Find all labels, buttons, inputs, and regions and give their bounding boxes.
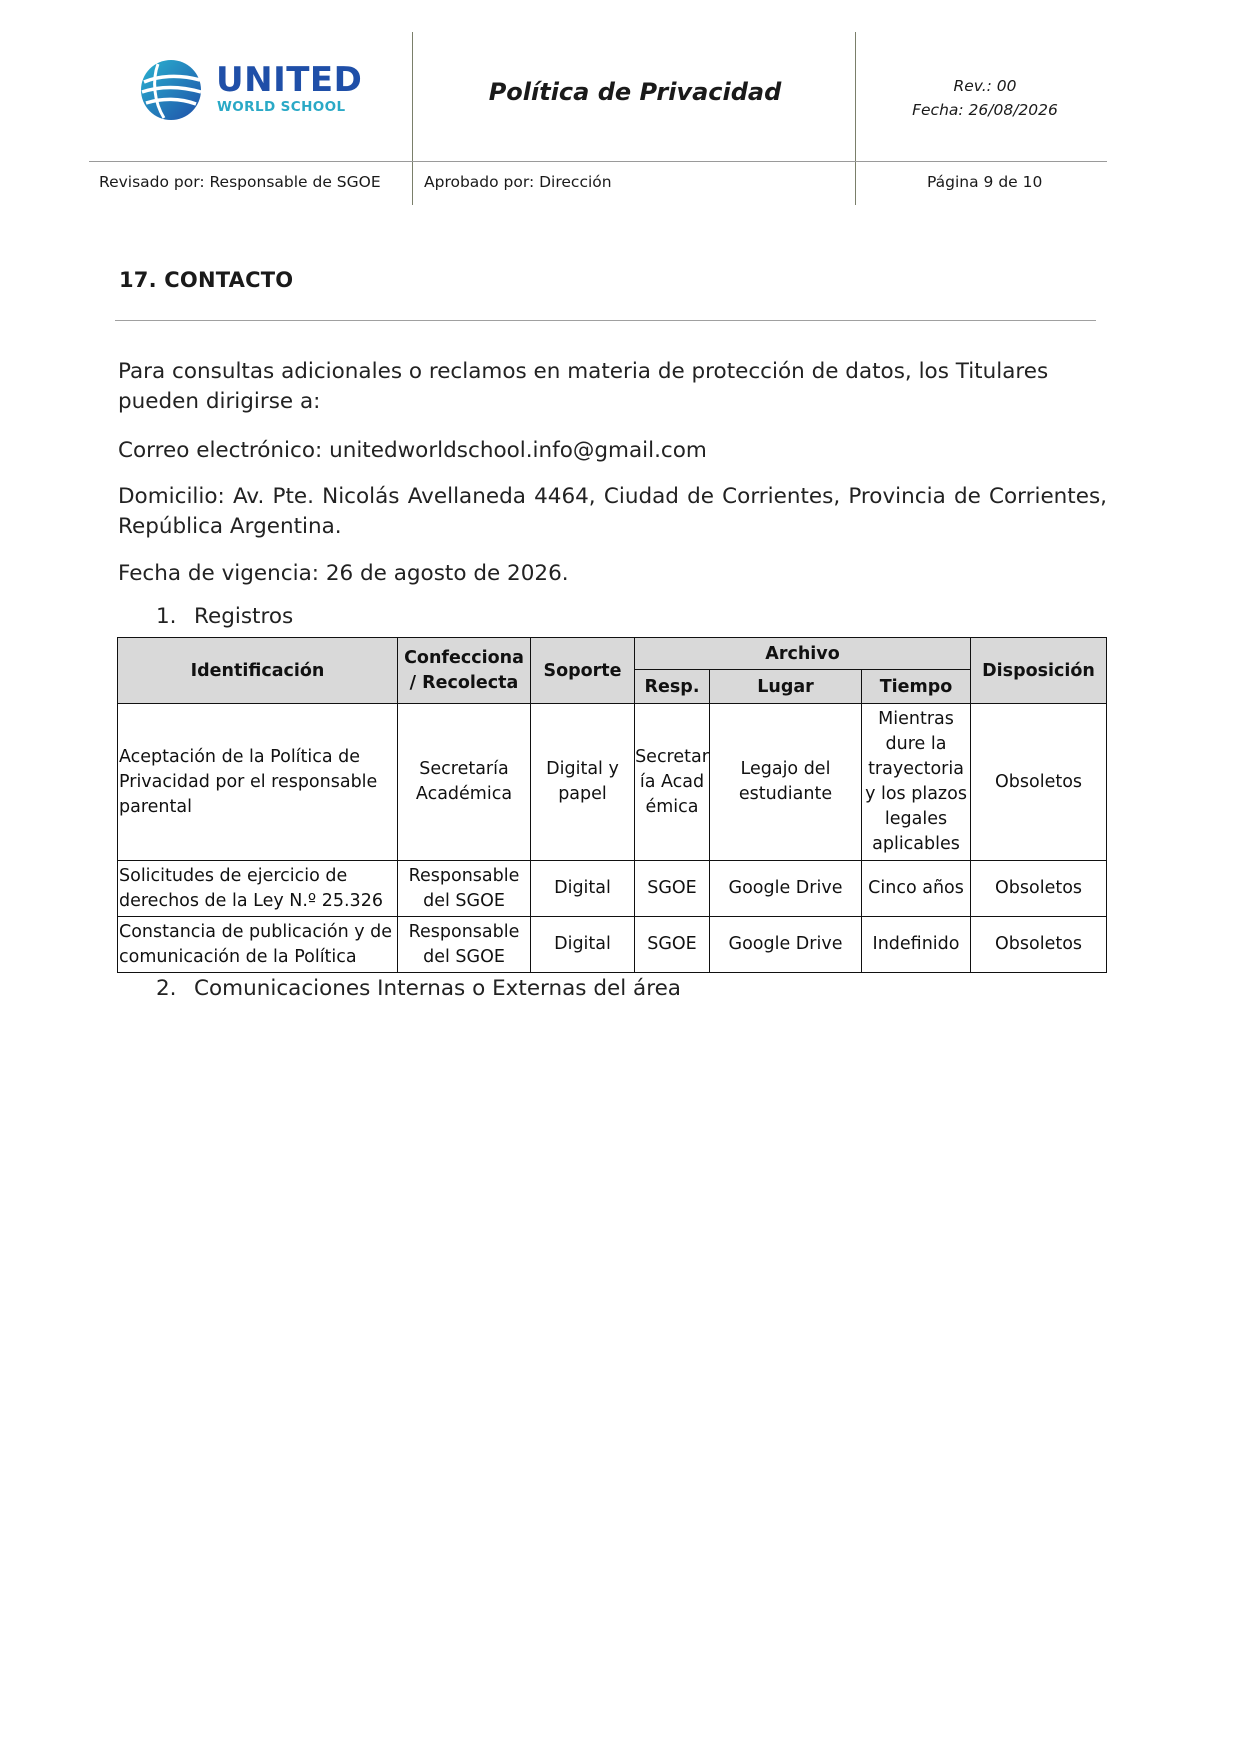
list-number: 1.: [156, 604, 177, 629]
cell-tiempo: Cinco años: [862, 861, 971, 917]
records-table: [117, 637, 1107, 973]
cell-lugar: Legajo del estudiante: [710, 704, 862, 861]
cell-lugar: Google Drive: [710, 917, 862, 973]
page-number: Página 9 de 10: [927, 173, 1043, 191]
intro-paragraph: Para consultas adicionales o reclamos en materia de protección de datos, los Titulares pueden dirigirse a:: [118, 359, 1049, 414]
school-logo: [138, 58, 363, 128]
list-label: Registros: [194, 604, 294, 629]
cell-identificacion: Aceptación de la Política de Privacidad por el responsable parental: [118, 704, 398, 861]
globe-icon: [138, 58, 204, 122]
col-header-soporte: Soporte: [531, 638, 635, 704]
cell-resp: Secretaría Académica: [635, 704, 710, 861]
cell-identificacion: Constancia de publicación y de comunicación de la Política: [118, 917, 398, 973]
header-divider-1: [412, 32, 413, 205]
cell-lugar: Google Drive: [710, 861, 862, 917]
list-label: Comunicaciones Internas o Externas del área: [194, 976, 681, 1001]
revision-number: Rev.: 00: [953, 77, 1017, 95]
logo-word-united: UNITED: [216, 60, 363, 100]
cell-tiempo: Indefinido: [862, 917, 971, 973]
document-title: Política de Privacidad: [488, 78, 782, 106]
col-header-identificacion: Identificación: [118, 638, 398, 704]
header-rule: [89, 161, 1107, 162]
cell-confecciona: Secretaría Académica: [398, 704, 531, 861]
col-header-resp: Resp.: [635, 670, 710, 704]
cell-resp: SGOE: [635, 861, 710, 917]
section-heading: 17. CONTACTO: [119, 268, 294, 292]
col-header-archivo: Archivo: [635, 638, 971, 670]
cell-resp: SGOE: [635, 917, 710, 973]
table-row: [118, 704, 1107, 861]
section-divider: [115, 320, 1096, 321]
cell-tiempo: Mientras dure la trayectoria y los plazos legales aplicables: [862, 704, 971, 861]
table-row: [118, 861, 1107, 917]
header-divider-2: [855, 32, 856, 205]
revision-date: Fecha: 26/08/2026: [912, 101, 1058, 119]
reviewed-by: Revisado por: Responsable de SGOE: [99, 173, 381, 191]
cell-confecciona: Responsable del SGOE: [398, 917, 531, 973]
list-number: 2.: [156, 976, 177, 1001]
cell-soporte: Digital: [531, 861, 635, 917]
cell-disposicion: Obsoletos: [971, 917, 1107, 973]
table-row: [118, 917, 1107, 973]
effective-date: Fecha de vigencia: 26 de agosto de 2026.: [118, 561, 569, 586]
list-item: [156, 604, 293, 629]
cell-soporte: Digital: [531, 917, 635, 973]
list-item: [156, 976, 681, 1001]
contact-address: Domicilio: Av. Pte. Nicolás Avellaneda 4464, Ciudad de Corrientes, Provincia de Corrientes, República Argentina.: [118, 484, 1107, 539]
approved-by: Aprobado por: Dirección: [424, 173, 612, 191]
cell-soporte: Digital y papel: [531, 704, 635, 861]
col-header-tiempo: Tiempo: [862, 670, 971, 704]
col-header-confecciona: Confecciona / Recolecta: [398, 638, 531, 704]
col-header-lugar: Lugar: [710, 670, 862, 704]
cell-confecciona: Responsable del SGOE: [398, 861, 531, 917]
contact-email: Correo electrónico: unitedworldschool.info@gmail.com: [118, 438, 707, 463]
logo-word-school: WORLD SCHOOL: [217, 99, 346, 115]
cell-disposicion: Obsoletos: [971, 704, 1107, 861]
revision-block: [860, 74, 1110, 122]
cell-disposicion: Obsoletos: [971, 861, 1107, 917]
col-header-disposicion: Disposición: [971, 638, 1107, 704]
cell-identificacion: Solicitudes de ejercicio de derechos de la Ley N.º 25.326: [118, 861, 398, 917]
